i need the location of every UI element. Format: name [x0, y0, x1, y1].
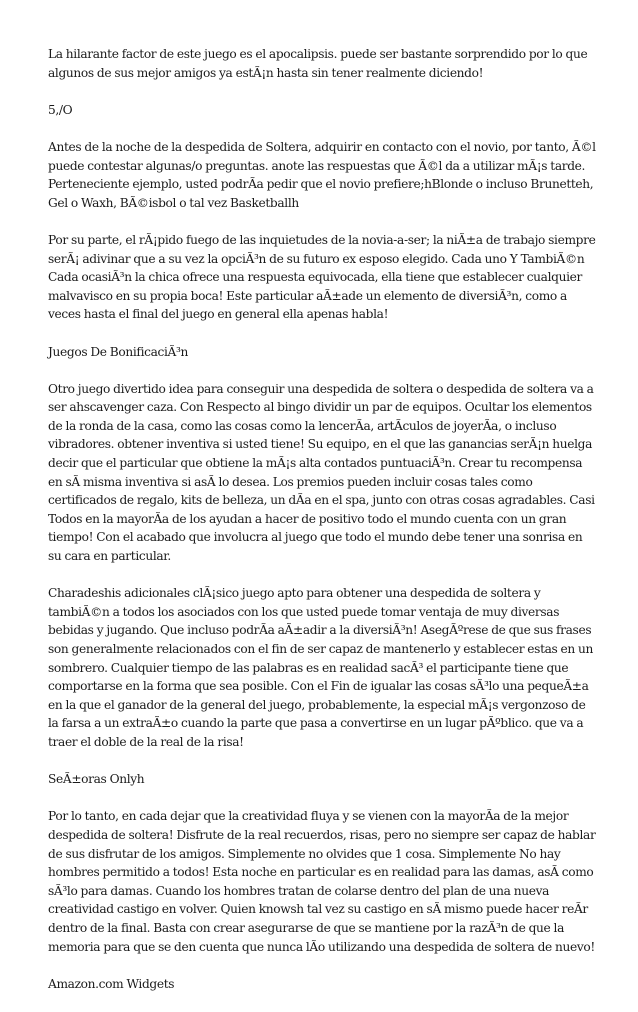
- short-paragraph: 5,/O: [48, 102, 73, 117]
- groom-questions-paragraph: Antes de la noche de la despedida de Soltera, adquirir en contacto con el novio, por tanto, Ã©l puede contestar algunas/o preguntas. anote las respuestas que Ã©l da a utilizar mÃ¡s tarde. Perteneciente ejemplo, usted podrÃa pedir que el novio prefiere;hBlonde o incluso Brunetteh, Gel o Waxh, BÃ©isbol o tal vez Basketballh: [48, 139, 596, 210]
- charades-paragraph: Charadeshis adicionales clÃ¡sico juego apto para obtener una despedida de soltera y tambiÃ©n a todos los asociados con los que usted puede tomar ventaja de muy diversas bebidas y jugando. Que incluso podrÃa aÃ±adir a la diversiÃ³n! AsegÃºrese de que sus frases son generalmente relacionados con el fin de ser capaz de mantenerlo y establecer estas en un sombrero. Cualquier tiempo de las palabras es en realidad sacÃ³ el participante tiene que comportarse en la forma que sea posible. Con el Fin de igualar las cosas sÃ³lo una pequeÃ±a en la que el ganador de la general del juego, probablemente, la especial mÃ¡s vergonzoso de la farsa a un extraÃ±o cuando la parte que pasa a convertirse en un lugar pÃºblico. que va a traer el doble de la real de la risa!: [48, 586, 594, 749]
- amazon-widgets-text: Amazon.com Widgets: [48, 976, 175, 991]
- scavenger-hunt-paragraph: Otro juego divertido idea para conseguir una despedida de soltera o despedida de soltera va a ser ahscavenger caza. Con Respecto al bingo dividir un par de equipos. Ocultar los elementos de la ronda de la casa, como las cosas como la lencerÃa, artÃculos de joyerÃa, o incluso vibradores. obtener inventiva si usted tiene! Su equipo, en el que las ganancias serÃ¡n huelga decir que el particular que obtiene la mÃ¡s alta contados puntuaciÃ³n. Crear tu recompensa en sÃ misma inventiva si asÃ lo desea. Los premios pueden incluir cosas tales como certificados de regalo, kits de belleza, un dÃa en el spa, junto con otras cosas agradables. Casi Todos en la mayorÃa de los ayudan a hacer de positivo todo el mundo cuenta con un gran tiempo! Con el acabado que involucra al juego que todo el mundo debe tener una sonrisa en su cara en particular.: [48, 381, 595, 564]
- intro-paragraph: La hilarante factor de este juego es el apocalipsis. puede ser bastante sorprendido por lo que algunos de sus mejor amigos ya estÃ¡n hasta sin tener realmente diciendo!: [48, 47, 588, 80]
- closing-paragraph: Por lo tanto, en cada dejar que la creatividad fluya y se vienen con la mayorÃa de la mejor despedida de soltera! Disfrute de la real recuerdos, risas, pero no siempre ser capaz de hablar de sus disfrutar de los amigos. Simplemente no olvides que 1 cosa. Simplemente No hay hombres permitido a todos! Esta noche en particular es en realidad para las damas, asÃ como sÃ³lo para damas. Cuando los hombres tratan de colarse dentro del plan de una nueva creatividad castigo en volver. Quien knowsh tal vez su castigo en sÃ mismo puede hacer reÃr dentro de la final. Basta con crear asegurarse de que se mantiene por la razÃ³n de que la memoria para que se den cuenta que nunca lÃo utilizando una despedida de soltera de nuevo!: [48, 809, 596, 954]
- document-body: [48, 45, 596, 1012]
- bonus-games-heading: Juegos De BonificaciÃ³n: [48, 344, 189, 359]
- ladies-only-heading: SeÃ±oras Onlyh: [48, 772, 145, 787]
- rapid-fire-paragraph: Por su parte, el rÃ¡pido fuego de las inquietudes de la novia-a-ser; la niÃ±a de trabajo siempre serÃ¡ adivinar que a su vez la opciÃ³n de su futuro ex esposo elegido. Cada uno Y TambiÃ©n Cada ocasiÃ³n la chica ofrece una respuesta equivocada, ella tiene que establecer cualquier malvavisco en su propia boca! Este particular aÃ±ade un elemento de diversiÃ³n, como a veces hasta el final del juego en general ella apenas habla!: [48, 232, 596, 322]
